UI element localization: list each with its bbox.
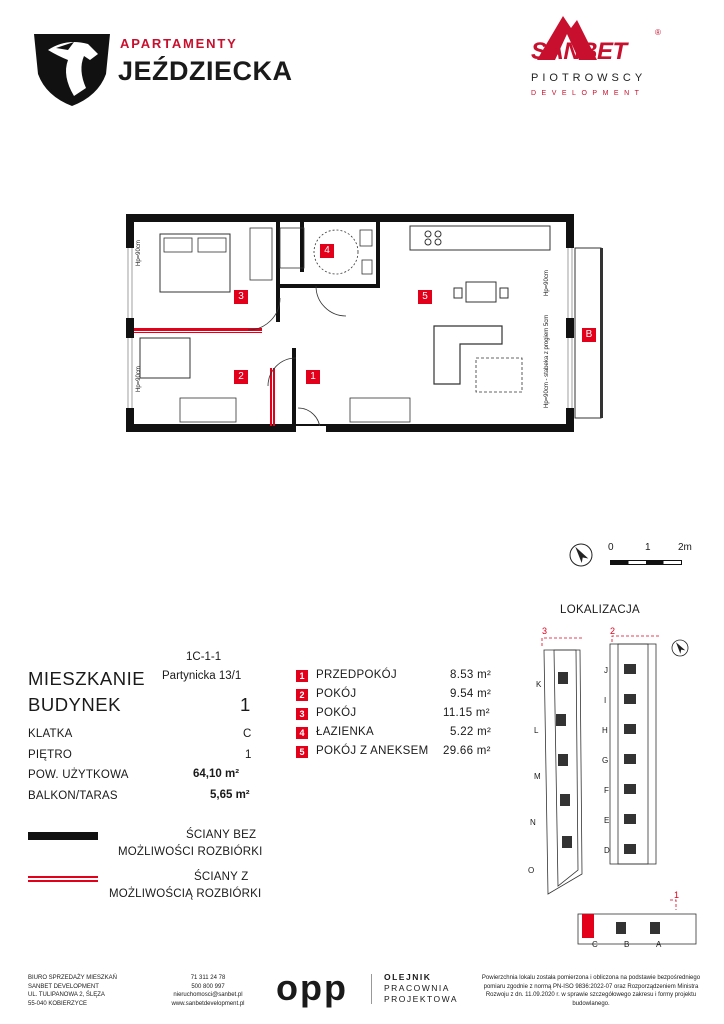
balcony-label: BALKON/TARAS [28,790,118,802]
room-name: ŁAZIENKA [316,726,375,738]
door-note: Hp=90cm - stabeka z progiem 5cm [544,314,550,408]
legend-fixed-wall-line2: MOŻLIWOŚCI ROZBIÓRKI [118,846,263,858]
room-number: 5 [296,746,308,758]
location-map-drawing [520,624,700,950]
legend-removable-wall-line1: ŚCIANY Z [194,871,249,883]
scale-two: 2m [678,542,692,553]
room-label-2: 2 [234,370,248,384]
registered-mark: ® [655,28,661,37]
stairwell-letter: M [534,772,541,781]
scale-zero: 0 [608,542,614,553]
room-name: POKÓJ Z ANEKSEM [316,745,429,757]
project-title: JEŹDZIECKA [118,56,293,86]
stairwell-letter: O [528,866,535,875]
room-name: POKÓJ [316,707,357,719]
stairwell-letter: B [624,940,630,949]
usable-area-value: 64,10 m² [193,768,240,780]
room-label-3: 3 [234,290,248,304]
stairwell-letter: H [602,726,608,735]
room-name: PRZEDPOKÓJ [316,669,397,681]
developer-line3: DEVELOPMENT [531,90,645,97]
stairwell-letter: D [604,846,610,855]
window-note: Hp=90cm [136,240,142,266]
room-label-4: 4 [320,244,334,258]
apartment-address: Partynicka 13/1 [162,670,242,682]
scale-one: 1 [645,542,651,553]
legend-fixed-wall-swatch [28,832,98,840]
apartment-code: 1C-1-1 [186,651,222,663]
window-note: Hp=90cm [136,366,142,392]
stairwell-letter: L [534,726,539,735]
compass-icon [568,542,594,568]
room-name: POKÓJ [316,688,357,700]
stairwell-letter: F [604,786,609,795]
room-number: 1 [296,670,308,682]
balcony-label: B [582,328,596,342]
building-number-2: 2 [610,626,616,636]
window-note: Hp=90cm [544,270,550,296]
stairwell-letter: A [656,940,662,949]
legend-fixed-wall-line1: ŚCIANY BEZ [186,829,257,841]
stairwell-value: C [243,728,252,740]
opp-logo: opp [276,967,348,1008]
building-number-1: 1 [674,890,680,900]
stairwell-letter: N [530,818,536,827]
developer-line2: PIOTROWSCY [531,72,647,84]
contact-info: 71 311 24 78 500 800 997 nieruchomosci@sanbet.pl www.sanbetdevelopment.pl [158,974,258,1008]
disclaimer: Powierzchnia lokalu została pomierzona i obliczona na podstawie bezpośredniego pomiaru zgodnie z normą PN-ISO 9836:2022-07 oraz Rozporządzeniem Ministra Rozwoju z dn. 11.09.2020 r. w sprawie szczegółowego zakresu i formy projektu budowlanego. [481,975,701,1007]
studio-name: OLEJNIK PRACOWNIA PROJEKTOWA [384,972,459,1004]
sales-office: BIURO SPRZEDAŻY MIESZKAŃ SANBET DEVELOPMENT UL. TULIPANOWA 2, ŚLĘZA 55-040 KOBIERZYCE [28,975,117,1007]
room-number: 2 [296,689,308,701]
stairwell-letter: G [602,756,609,765]
stairwell-letter: J [604,666,608,675]
building-number-3: 3 [542,626,548,636]
room-number: 4 [296,727,308,739]
floor-label: PIĘTRO [28,749,73,761]
floor-value: 1 [245,749,252,761]
usable-area-label: POW. UŻYTKOWA [28,769,129,781]
compass-icon [670,638,690,658]
location-map [520,624,700,950]
stairwell-letter: K [536,680,542,689]
horse-head-icon [28,26,114,108]
room-label-5: 5 [418,290,432,304]
scale-bar [568,538,698,574]
studio-logo [276,967,459,1010]
balcony-value: 5,65 m² [210,789,250,801]
legend-removable-wall-line2: MOŻLIWOŚCIĄ ROZBIÓRKI [109,888,262,900]
developer-logo [525,16,665,106]
room-area: 5.22 m² [450,726,492,738]
stairwell-label: KLATKA [28,728,73,740]
legend-removable-wall-swatch [28,876,98,882]
floor-plan [120,208,620,438]
room-number: 3 [296,708,308,720]
building-value: 1 [240,694,251,715]
stairwell-letter: I [604,696,607,705]
room-area: 29.66 m² [443,745,491,757]
room-label-1: 1 [306,370,320,384]
building-label: BUDYNEK [28,694,121,715]
apartment-type-label: MIESZKANIE [28,668,146,689]
rooms-list [296,668,506,764]
project-title-small: APARTAMENTY [120,36,238,51]
location-title: LOKALIZACJA [560,604,640,616]
project-logo [28,26,328,110]
email-link[interactable]: nieruchomosci@sanbet.pl [173,992,243,998]
stairwell-letter: C [592,940,598,949]
room-area: 11.15 m² [443,707,490,719]
website-link[interactable]: www.sanbetdevelopment.pl [171,1000,245,1007]
room-area: 8.53 m² [450,669,492,681]
developer-name: SANBET [531,38,627,65]
stairwell-letter: E [604,816,610,825]
room-area: 9.54 m² [450,688,492,700]
